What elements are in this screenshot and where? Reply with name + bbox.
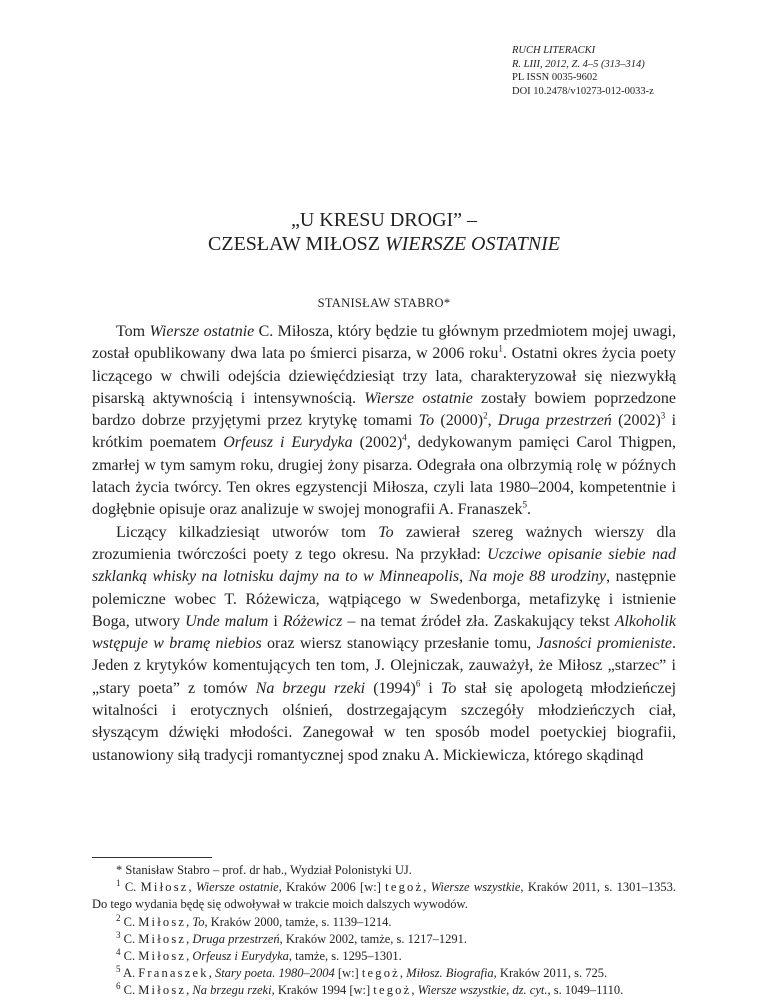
footnote-ref[interactable]: 1 xyxy=(498,343,503,354)
footnote-6: $^6$ C. Miłosz, Na brzegu rzeki, Kraków 1994 [w:] tegoż, Wiersze wszystkie, dz. cyt., s. 1049–1110. xyxy=(116,981,624,998)
footnote-separator xyxy=(92,857,212,858)
footnote-ref[interactable]: 4 xyxy=(402,433,407,444)
title-line-2 xyxy=(0,232,768,256)
footnotes xyxy=(92,862,676,1000)
journal-doi: DOI 10.2478/v10273-012-0033-z xyxy=(512,85,654,97)
article-body xyxy=(92,321,676,767)
journal-header xyxy=(512,44,654,98)
title-line-1: „U KRESU DROGI” – xyxy=(290,209,478,231)
footnote-5: $^5$ A. Franaszek, Stary poeta. 1980–2004 [w:] tegoż, Miłosz. Biografia, Kraków 2011, s. 725. xyxy=(116,964,608,981)
article-title xyxy=(0,208,768,256)
paragraph-2: Liczący kilkadziesiąt utworów tom To zawierał szereg ważnych wierszy dla zrozumienia twórczości poety z tego okresu. Na przykład: Uczciwe opisanie siebie nad szklanką whisky na lotnisku dajmy na to w Minneapolis, Na moje 88 urodziny, następnie polemiczne wobec T. Różewicza, wątpiącego w Swedenborga, metafizykę i istnienie Boga, utwory Unde malum i Różewicz – na temat źródeł zła. Zaskakujący tekst Alkoholik wstępuje w bramę niebios oraz wiersz stanowiący przesłanie tomu, Jasności promieniste. Jeden z krytyków komentujących ten tom, J. Olejniczak, zauważył, że Miłosz „starzec” i „stary poeta” z tomów Na brzegu rzeki $(1994)^6$ i To stał się apologetą młodzieńczej witalności i erotycznych olśnień, dostrzegającym szczegóły młodzieńczych ciał, słyszącym dźwięki młodości. Zanegował w ten sposób model poetyckiej biografii, ustanowiony siłą tradycji romantycznej spod znaku A. Mickiewicza, którego skądinąd xyxy=(92,523,677,764)
footnote-ref[interactable]: 6 xyxy=(415,678,421,689)
footnote-author: * Stanisław Stabro – prof. dr hab., Wydział Polonistyki UJ. xyxy=(116,863,412,877)
footnote-3: $^3$ C. Miłosz, Druga przestrzeń, Kraków 2002, tamże, s. 1217–1291. xyxy=(116,929,468,946)
journal-issn: PL ISSN 0035-9602 xyxy=(512,72,598,83)
footnote-1: $^1$ C. Miłosz, Wiersze ostatnie, Kraków 2006 [w:] tegoż, Wiersze wszystkie, Kraków 2011, s. 1301–1353. Do tego wydania będę się odwoływał w trakcie moich dalszych wywodów. xyxy=(92,878,677,912)
footnote-ref[interactable]: 2 xyxy=(483,410,488,421)
journal-name: RUCH LITERACKI xyxy=(512,45,596,56)
footnote-ref[interactable]: 3 xyxy=(660,410,666,421)
footnote-ref[interactable]: 5 xyxy=(522,500,528,511)
footnote-2: $^2$ C. Miłosz, To, Kraków 2000, tamże, s. 1139–1214. xyxy=(116,912,392,929)
paragraph-1: Tom Wiersze ostatnie C. Miłosza, który będzie tu głównym przedmiotem mojej uwagi, został opublikowany dwa lata po śmierci pisarza, w 2006 roku$^1$. Ostatni okres życia poety liczącego w chwili odejścia dziewięćdziesiąt trzy lata, charakteryzował się niezwykłą pisarską aktywnością i intensywnością. Wiersze ostatnie zostały bowiem poprzedzone bardzo dobrze przyjętymi przez krytykę tomami To $(2000)^2$, Druga przestrzeń $(2002)^3$ i krótkim poematem Orfeusz i Eurydyka $(2002)^4$, dedykowanym pamięci Carol Thigpen, zmarłej w tym samym roku, drugiej żony pisarza. Odegrała ona olbrzymią rolę w późnych latach życia twórcy. Ten okres egzystencji Miłosza, czyli lata 1980–2004, kompetentnie i dogłębnie opisuje oraz analizuje w swojej monografii A. Franaszek$^5$. xyxy=(92,323,677,519)
journal-issue: R. LIII, 2012, Z. 4–5 (313–314) xyxy=(512,58,645,70)
author-name: STANISŁAW STABRO* xyxy=(317,296,451,310)
title-italic: WIERSZE OSTATNIE xyxy=(384,233,560,255)
footnote-4: $^4$ C. Miłosz, Orfeusz i Eurydyka, tamże, s. 1295–1301. xyxy=(116,946,402,964)
title-plain: CZESŁAW MIŁOSZ xyxy=(208,233,385,255)
